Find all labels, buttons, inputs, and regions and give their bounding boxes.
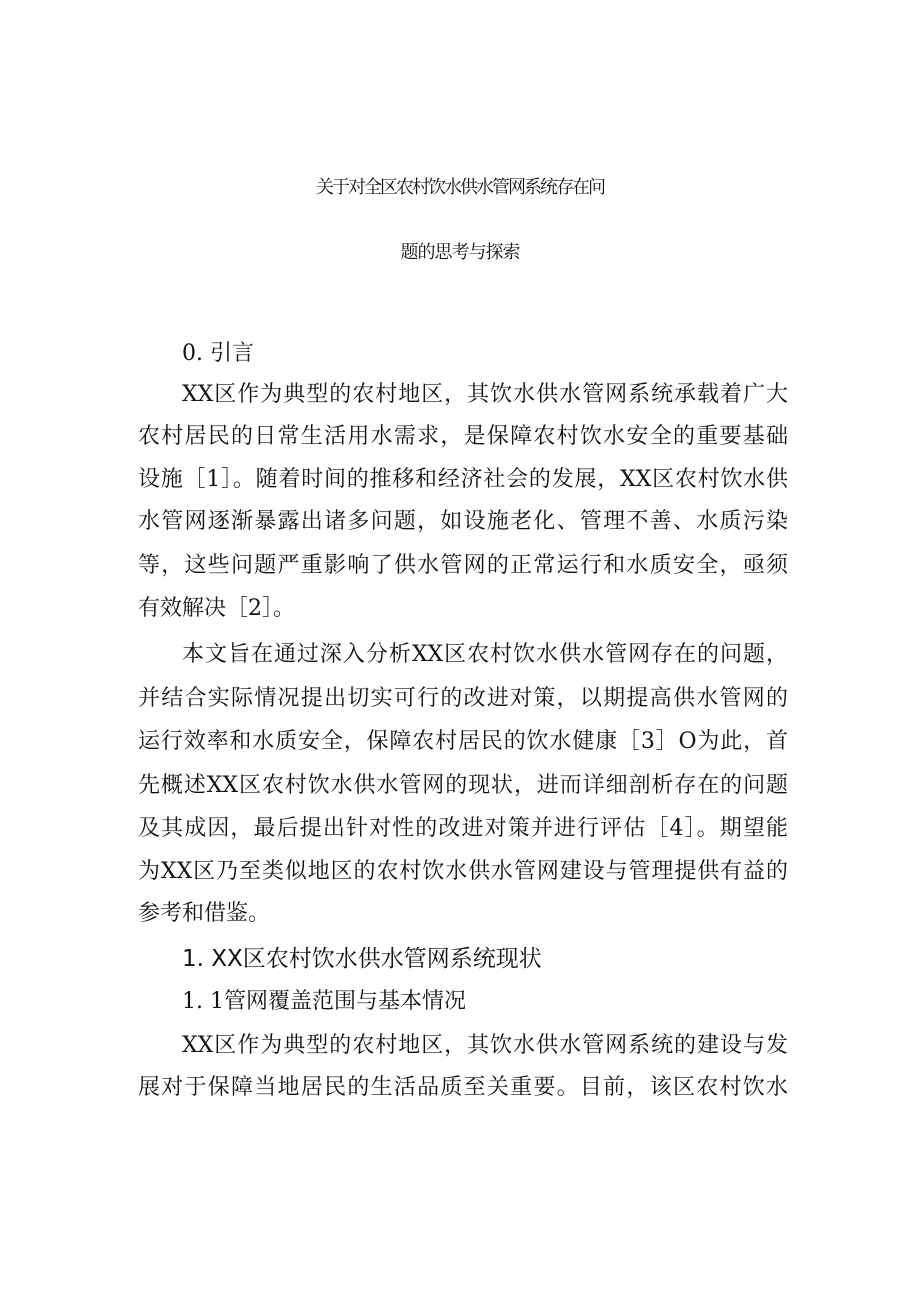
paragraph-1-line-5: 等，这些问题严重影响了供水管网的正常运行和水质安全，亟须 — [138, 553, 788, 578]
paragraph-3-line-1: XX区作为典型的农村地区，其饮水供水管网系统的建设与发 — [182, 1033, 788, 1058]
paragraph-2-line-3: 运行效率和水质安全，保障农村居民的饮水健康［3］O为此，首 — [138, 729, 788, 754]
paragraph-2-line-1: 本文旨在通过深入分析XX区农村饮水供水管网存在的问题， — [182, 642, 788, 667]
paragraph-2-line-4: 先概述XX区农村饮水供水管网的现状，进而详细剖析存在的问题 — [138, 773, 788, 798]
document-title-line-1: 关于对全区农村饮水供水管网系统存在问 — [316, 177, 604, 198]
paragraph-1-line-4: 水管网逐渐暴露出诸多问题，如设施老化、管理不善、水质污染 — [138, 509, 788, 534]
paragraph-2-line-7: 参考和借鉴。 — [138, 901, 271, 926]
paragraph-1-line-1: XX区作为典型的农村地区，其饮水供水管网系统承载着广大 — [182, 382, 788, 407]
paragraph-1-line-6: 有效解决［2］。 — [138, 596, 295, 621]
paragraph-2-line-5: 及其成因，最后提出针对性的改进对策并进行评估［4］。期望能 — [138, 816, 788, 841]
document-title-line-2: 题的思考与探索 — [400, 242, 520, 263]
paragraph-2-line-6: 为XX区乃至类似地区的农村饮水供水管网建设与管理提供有益的 — [138, 859, 788, 884]
paragraph-1-line-2: 农村居民的日常生活用水需求，是保障农村饮水安全的重要基础 — [138, 424, 788, 449]
section-intro-heading: 0. 引言 — [182, 341, 254, 366]
section-1-1-heading: 1. 1管网覆盖范围与基本情况 — [182, 989, 466, 1014]
paragraph-3-line-2: 展对于保障当地居民的生活品质至关重要。目前，该区农村饮水 — [138, 1075, 788, 1100]
paragraph-1-line-3: 设施［1］。随着时间的推移和经济社会的发展，XX区农村饮水供 — [138, 467, 788, 492]
paragraph-2-line-2: 并结合实际情况提出切实可行的改进对策，以期提高供水管网的 — [138, 686, 788, 711]
section-1-heading: 1. XX区农村饮水供水管网系统现状 — [182, 946, 542, 972]
